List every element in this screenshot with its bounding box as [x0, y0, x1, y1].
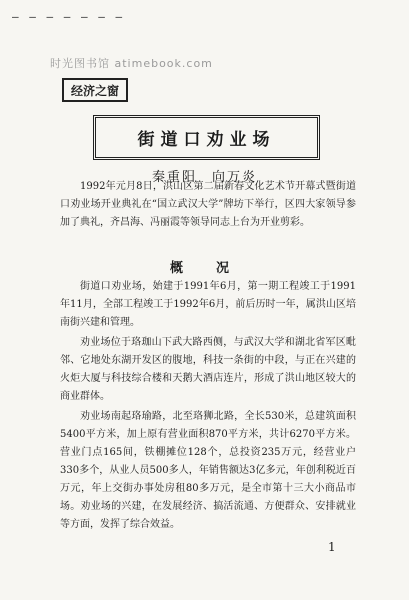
article-authors: 秦重阳 向万炎	[151, 170, 257, 185]
body-paragraph-2: 劝业场位于珞珈山下武大路西侧，与武汉大学和湖北省军区毗邻、它地处东湖开发区的腹地，科技一条街的中段，与正在兴建的火炬大厦与科技综合楼和天鹅大酒店连片，形成了洪山地区较大的商业群体。	[60, 337, 356, 402]
section-tag-label: 经济之窗	[70, 83, 119, 98]
title-frame	[93, 115, 320, 160]
article-title: 街道口劝业场	[137, 130, 276, 150]
intro-paragraph: 1992年元月8日，洪山区第二届新春文化艺术节开幕式暨街道口劝业场开业典礼在“国立武汉大学”牌坊下举行，区四大家领导参加了典礼，齐昌海、冯丽霞等领导同志上台为开业剪彩。	[60, 181, 356, 228]
watermark: 时光图书馆 atimebook.com	[50, 57, 213, 70]
section-heading: 概 况	[169, 261, 239, 276]
header-dashes: — — — — — — —	[12, 10, 125, 23]
body-paragraph-3: 劝业场南起珞瑜路，北至珞狮北路，全长530米，总建筑面积5400平方米，加上原有营业面积870平方米，共计6270平方米。营业门点165间，铁棚摊位128个，总投资235万元，经营业户330多个，从业人员500多人，年销售额达3亿多元，年创利税近百万元，年上交街办事处房租80多万元，是全市第十三大小商品市场。劝业场的兴建，在发展经济、搞活流通、方便群众、安排就业等方面，发挥了综合效益。	[60, 411, 356, 530]
section-tag	[62, 78, 128, 102]
body-paragraph-1: 街道口劝业场，始建于1991年6月，第一期工程竣工于1991年11月，全部工程竣工于1992年6月，前后历时一年，属洪山区培南街兴建和管理。	[60, 281, 356, 328]
page-number: 1	[328, 540, 336, 554]
